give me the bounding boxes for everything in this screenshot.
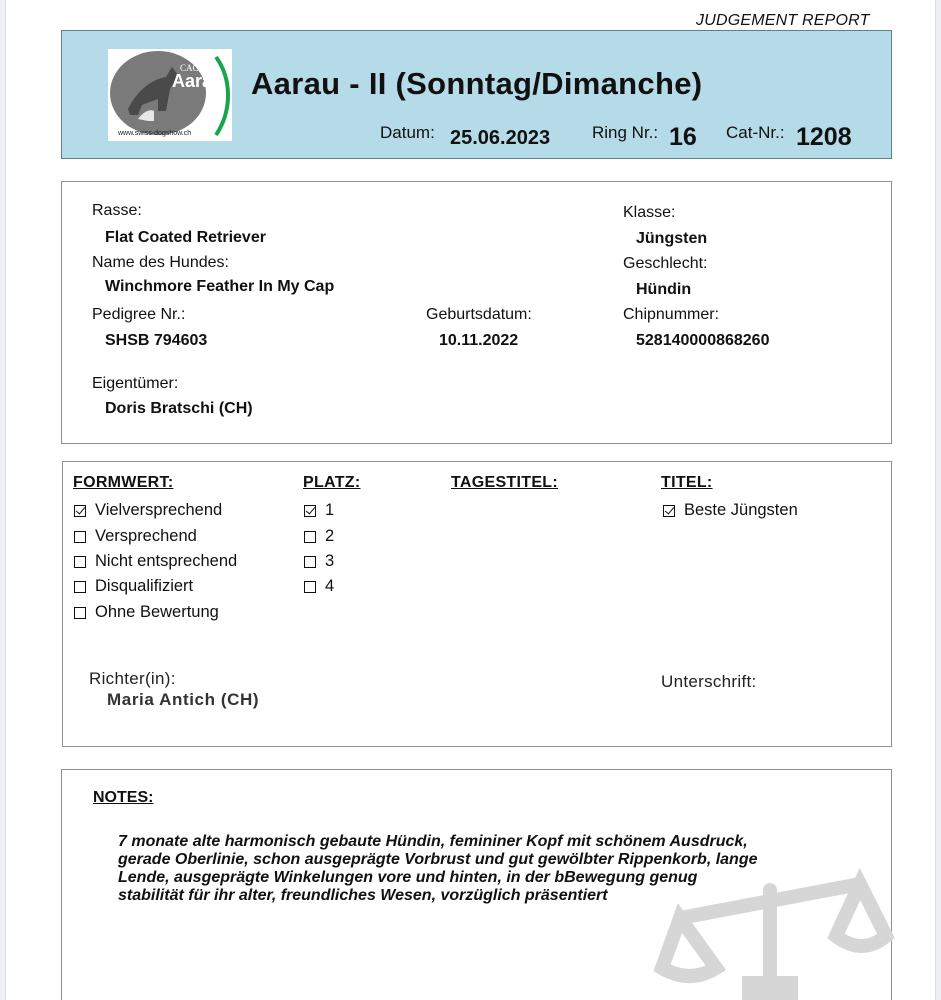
breed-value: Flat Coated Retriever	[105, 229, 266, 246]
cat-label: Cat-Nr.:	[726, 123, 785, 142]
tagestitel-heading: TAGESTITEL:	[451, 474, 558, 491]
platz-option[interactable]	[304, 501, 334, 520]
formwert-option[interactable]	[74, 527, 197, 546]
birthdate-label: Geburtsdatum:	[426, 306, 532, 323]
pedigree-label: Pedigree Nr.:	[92, 306, 186, 323]
sex-label: Geschlecht:	[623, 255, 708, 272]
checkbox-empty-icon[interactable]	[304, 556, 316, 568]
notes-line: 7 monate alte harmonisch gebaute Hündin, femininer Kopf mit schönem Ausdruck,	[118, 833, 748, 850]
cat-value: 1208	[796, 123, 852, 151]
dog-name-value: Winchmore Feather In My Cap	[105, 278, 335, 295]
platz-option[interactable]	[304, 527, 334, 546]
checkbox-empty-icon[interactable]	[304, 531, 316, 543]
logo-url-text: www.swiss-dogshow.ch	[118, 130, 192, 137]
notes-line: Lende, ausgeprägte Winkelungen vore und hinten, in der bBewegung genug	[118, 869, 698, 886]
checkbox-empty-icon[interactable]	[74, 531, 86, 543]
page-edge-left	[0, 0, 6, 1000]
owner-label: Eigentümer:	[92, 375, 179, 392]
formwert-option[interactable]	[74, 603, 219, 622]
platz-option[interactable]	[304, 552, 334, 571]
page-edge-right	[935, 0, 941, 1000]
titel-option-label: Beste Jüngsten	[684, 501, 798, 519]
checkbox-empty-icon[interactable]	[74, 607, 86, 619]
notes-line: stabilität für ihr alter, freundliches Wesen, vorzüglich präsentiert	[118, 887, 608, 904]
pedigree-value: SHSB 794603	[105, 332, 208, 349]
platz-option-label: 2	[325, 527, 335, 545]
show-title: Aarau - II (Sonntag/Dimanche)	[251, 66, 703, 101]
checkbox-checked-icon[interactable]	[304, 505, 316, 517]
judge-name: Maria Antich (CH)	[107, 690, 260, 709]
ring-value: 16	[669, 123, 697, 151]
sex-value: Hündin	[636, 281, 692, 298]
notes-line: gerade Oberlinie, schon ausgeprägte Vorbrust und gut gewölbter Rippenkorb, lange	[118, 851, 758, 868]
ring-label: Ring Nr.:	[592, 123, 659, 142]
notes-heading: NOTES:	[93, 789, 154, 806]
formwert-option-label: Disqualifiziert	[95, 577, 194, 595]
birthdate-value: 10.11.2022	[439, 332, 519, 349]
formwert-option-label: Ohne Bewertung	[95, 603, 219, 621]
logo-badge-text: CACIB	[180, 63, 208, 73]
checkbox-empty-icon[interactable]	[304, 581, 316, 593]
platz-option-label: 3	[325, 552, 335, 570]
checkbox-empty-icon[interactable]	[74, 581, 86, 593]
formwert-option-label: Versprechend	[95, 527, 197, 545]
owner-value: Doris Bratschi (CH)	[105, 400, 253, 417]
platz-option-label: 1	[325, 501, 335, 519]
formwert-heading: FORMWERT:	[73, 474, 174, 491]
platz-heading: PLATZ:	[303, 474, 361, 491]
dog-details-panel	[61, 181, 892, 444]
logo-city-text: Aarau	[172, 71, 224, 91]
class-value: Jüngsten	[636, 230, 708, 247]
formwert-option[interactable]	[74, 577, 193, 596]
chip-value: 528140000868260	[636, 332, 770, 349]
date-value: 25.06.2023	[450, 127, 551, 149]
formwert-option-label: Nicht entsprechend	[95, 552, 238, 570]
formwert-option-label: Vielversprechend	[95, 501, 223, 519]
checkbox-checked-icon[interactable]	[74, 505, 86, 517]
titel-option[interactable]	[663, 501, 798, 520]
notes-body	[118, 833, 878, 905]
titel-heading: TITEL:	[661, 474, 713, 491]
formwert-option[interactable]	[74, 501, 222, 520]
signature-label: Unterschrift:	[661, 672, 757, 691]
report-type-label: JUDGEMENT REPORT	[696, 12, 870, 29]
chip-label: Chipnummer:	[623, 306, 720, 323]
dog-name-label: Name des Hundes:	[92, 254, 229, 271]
breed-label: Rasse:	[92, 202, 142, 219]
show-logo	[108, 49, 232, 141]
date-label: Datum:	[380, 123, 435, 142]
report-header	[61, 30, 892, 159]
checkbox-checked-icon[interactable]	[663, 505, 675, 517]
class-label: Klasse:	[623, 204, 676, 221]
platz-option-label: 4	[325, 577, 335, 595]
formwert-option[interactable]	[74, 552, 237, 571]
checkbox-empty-icon[interactable]	[74, 556, 86, 568]
platz-option[interactable]	[304, 577, 334, 596]
judge-label: Richter(in):	[89, 669, 176, 688]
show-logo-graphic	[108, 49, 232, 141]
